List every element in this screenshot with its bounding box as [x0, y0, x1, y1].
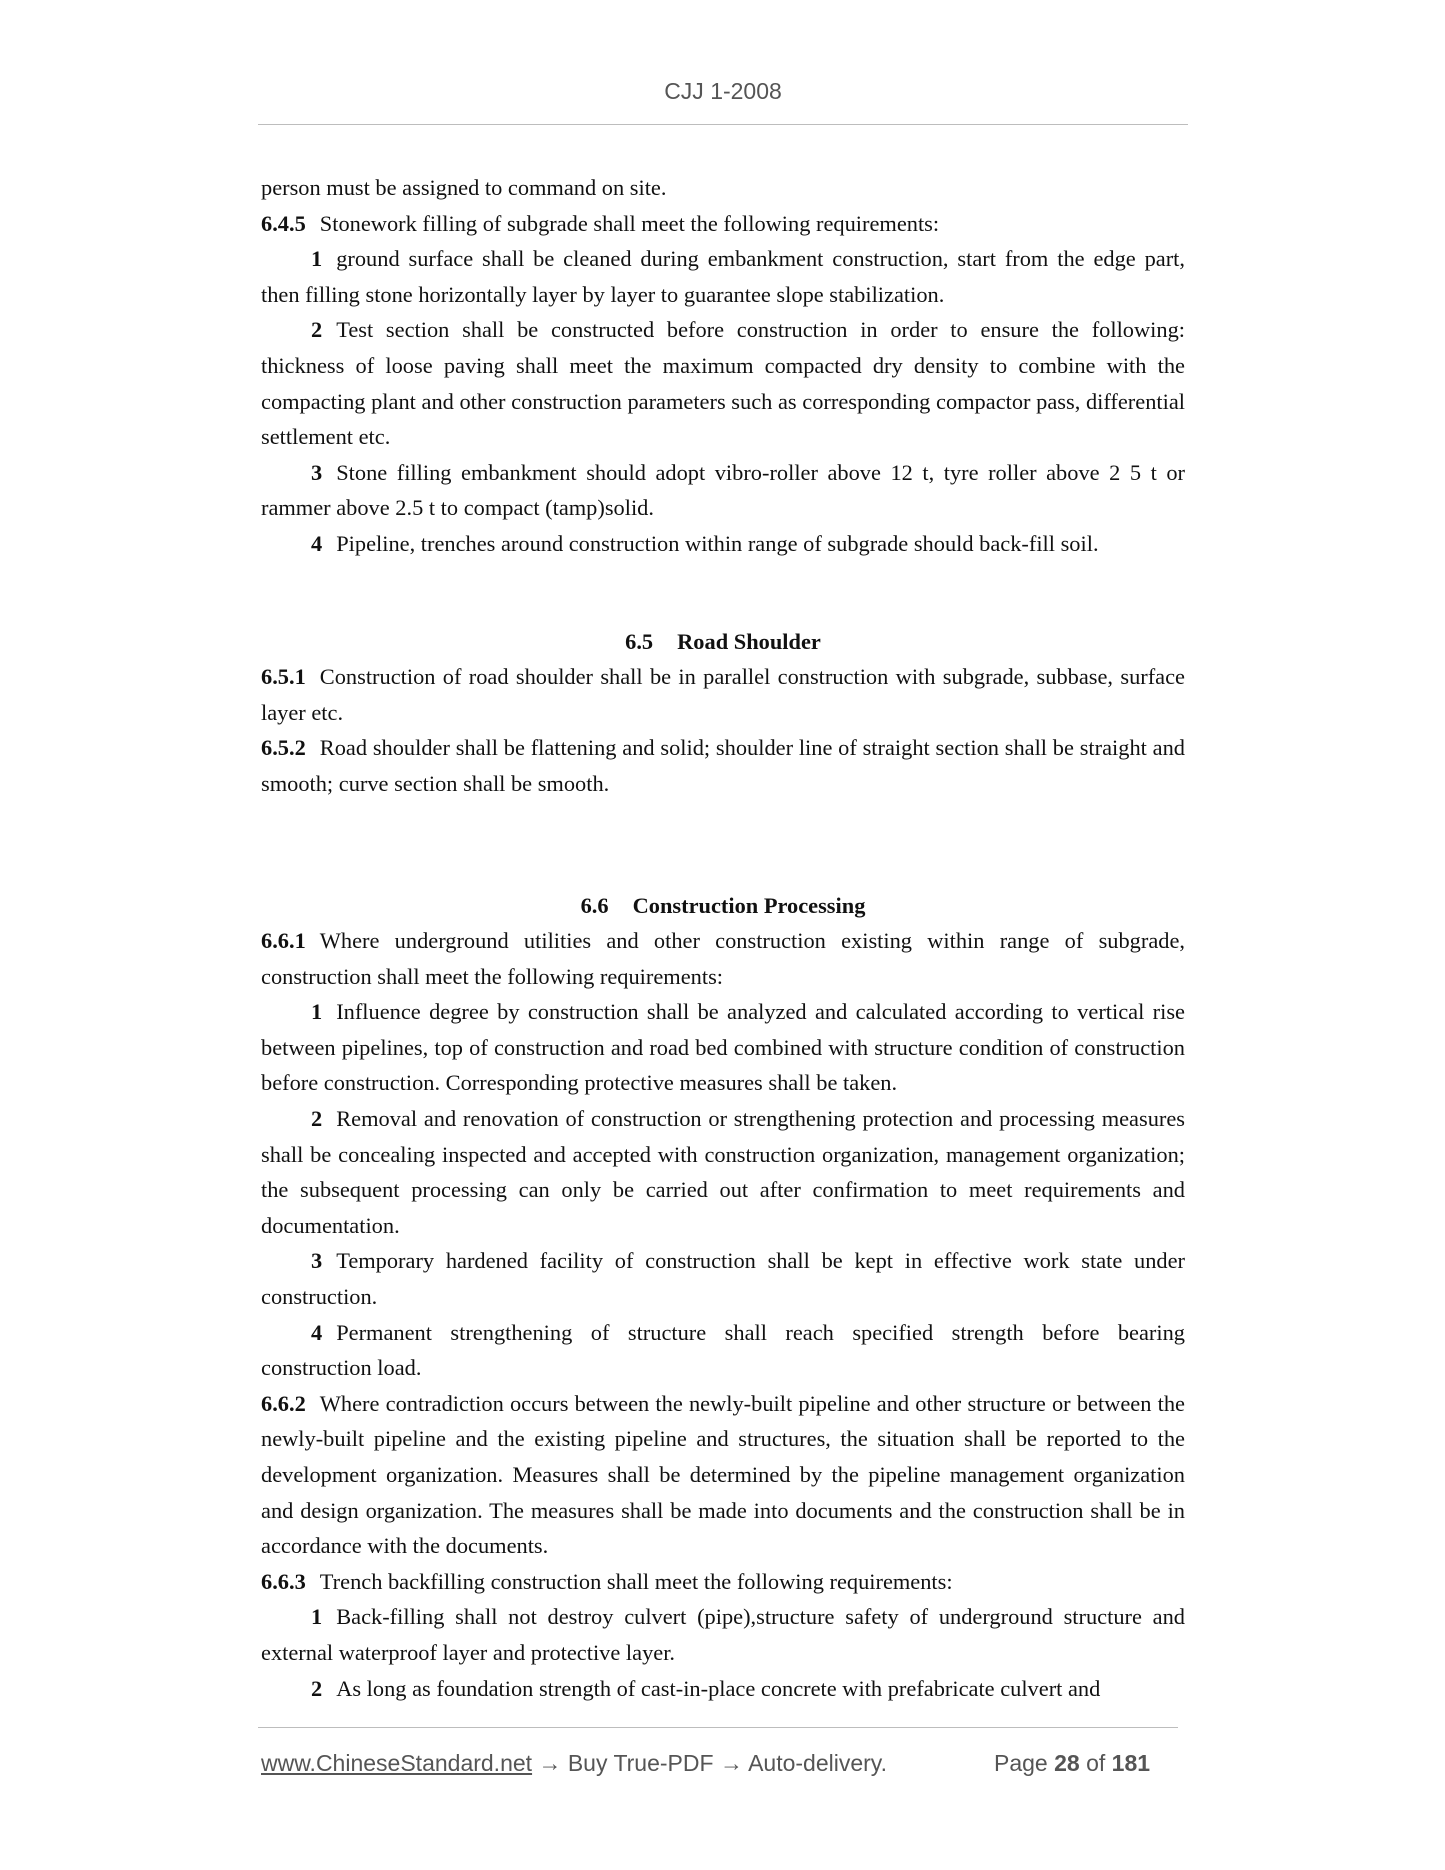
- arrow-right-icon: →: [719, 1750, 743, 1776]
- clause-text: Trench backfilling construction shall meet the following requirements:: [319, 1568, 953, 1594]
- item-number: 2: [311, 1675, 323, 1701]
- list-item: [261, 455, 1185, 526]
- clause-6-5-2: [261, 730, 1185, 801]
- list-item: [261, 1101, 1185, 1243]
- document-code: CJJ 1-2008: [664, 78, 782, 104]
- section-heading-6-6: [261, 888, 1185, 924]
- page-label: Page: [994, 1750, 1048, 1776]
- page-indicator: [994, 1750, 1150, 1777]
- item-text: Permanent strengthening of structure shall reach specified strength before bearing construction load.: [261, 1319, 1185, 1381]
- item-text: Back-filling shall not destroy culvert (pipe),structure safety of underground structure and external waterproof layer and protective layer.: [261, 1604, 1185, 1665]
- item-number: 4: [311, 1319, 323, 1345]
- of-label: of: [1086, 1750, 1106, 1776]
- auto-delivery-label: Auto-delivery.: [748, 1750, 887, 1776]
- clause-text: Where contradiction occurs between the newly-built pipeline and other structure or between the newly-built pipeline and the existing pipeline and structures, the situation shall be reported to the development organization. Measures shall be determined by the pipeline management organization and design organization. The measures shall be made into documents and the construction shall be in accordance with the documents.: [261, 1390, 1185, 1559]
- page-header: [258, 78, 1188, 105]
- buy-pdf-label: Buy True-PDF: [567, 1750, 714, 1776]
- clause-number: 6.5.1: [261, 664, 306, 690]
- list-item: [261, 312, 1185, 454]
- clause-text: Construction of road shoulder shall be in parallel construction with subgrade, subbase, surface layer etc.: [261, 664, 1185, 725]
- item-number: 1: [311, 246, 323, 272]
- header-divider: [258, 124, 1188, 125]
- paragraph: person must be assigned to command on site.: [261, 175, 667, 200]
- page-footer: [261, 1750, 1181, 1777]
- item-number: 3: [311, 1248, 323, 1274]
- item-text: Influence degree by construction shall be analyzed and calculated according to vertical rise between pipelines, top of construction and road bed combined with structure condition of construction before construction. Corresponding protective measures shall be taken.: [261, 999, 1185, 1096]
- clause-text: Where underground utilities and other construction existing within range of subgrade, construction shall meet the following requirements:: [261, 928, 1185, 989]
- item-text: Test section shall be constructed before construction in order to ensure the following: thickness of loose paving shall meet the maximum compacted dry density to combine with the compacting plant and other construction parameters such as corresponding compactor pass, differential settlement etc.: [261, 317, 1185, 450]
- item-number: 3: [311, 459, 323, 485]
- section-title: Construction Processing: [632, 892, 866, 918]
- section-title: Road Shoulder: [677, 628, 821, 654]
- item-text: As long as foundation strength of cast-in-place concrete with prefabricate culvert and: [336, 1675, 1101, 1701]
- list-item: [261, 1599, 1185, 1670]
- list-item: [261, 1671, 1185, 1707]
- clause-number: 6.6.1: [261, 928, 306, 954]
- document-body: [261, 170, 1185, 1706]
- list-item: [261, 1315, 1185, 1386]
- section-heading-6-5: [261, 624, 1185, 660]
- clause-text: Road shoulder shall be flattening and solid; shoulder line of straight section shall be straight and smooth; curve section shall be smooth.: [261, 735, 1185, 796]
- item-number: 2: [311, 1106, 323, 1132]
- list-item: [261, 1243, 1185, 1314]
- item-text: Stone filling embankment should adopt vibro-roller above 12 t, tyre roller above 2 5 t or rammer above 2.5 t to compact (tamp)solid.: [261, 459, 1185, 521]
- clause-number: 6.5.2: [261, 735, 306, 761]
- item-text: Temporary hardened facility of construction shall be kept in effective work state under construction.: [261, 1248, 1185, 1310]
- list-item: [261, 241, 1185, 312]
- clause-text: Stonework filling of subgrade shall meet the following requirements:: [319, 210, 940, 236]
- arrow-right-icon: →: [538, 1750, 562, 1776]
- section-number: 6.6: [580, 892, 609, 918]
- clause-number: 6.6.2: [261, 1390, 306, 1416]
- clause-6-6-3: [261, 1564, 1185, 1600]
- list-item: [261, 526, 1185, 562]
- list-item: [261, 994, 1185, 1101]
- item-text: Pipeline, trenches around construction within range of subgrade should back-fill soil.: [336, 530, 1099, 556]
- item-number: 1: [311, 1604, 323, 1630]
- clause-6-5-1: [261, 659, 1185, 730]
- item-number: 4: [311, 530, 323, 556]
- page-number: 28: [1054, 1750, 1080, 1776]
- item-text: Removal and renovation of construction or strengthening protection and processing measures shall be concealing inspected and accepted with construction organization, management organization; the subsequent processing can only be carried out after confirmation to meet requirements and documentation.: [261, 1106, 1185, 1238]
- item-text: ground surface shall be cleaned during embankment construction, start from the edge part, then filling stone horizontally layer by layer to guarantee slope stabilization.: [261, 246, 1185, 307]
- clause-6-4-5: [261, 206, 1185, 242]
- item-number: 2: [311, 317, 323, 343]
- footer-divider: [258, 1727, 1178, 1728]
- website-link[interactable]: www.ChineseStandard.net: [261, 1750, 533, 1776]
- clause-6-6-2: [261, 1386, 1185, 1564]
- total-pages: 181: [1111, 1750, 1151, 1776]
- clause-number: 6.4.5: [261, 210, 306, 236]
- clause-6-6-1: [261, 923, 1185, 994]
- section-number: 6.5: [625, 628, 654, 654]
- item-number: 1: [311, 999, 323, 1025]
- clause-number: 6.6.3: [261, 1568, 306, 1594]
